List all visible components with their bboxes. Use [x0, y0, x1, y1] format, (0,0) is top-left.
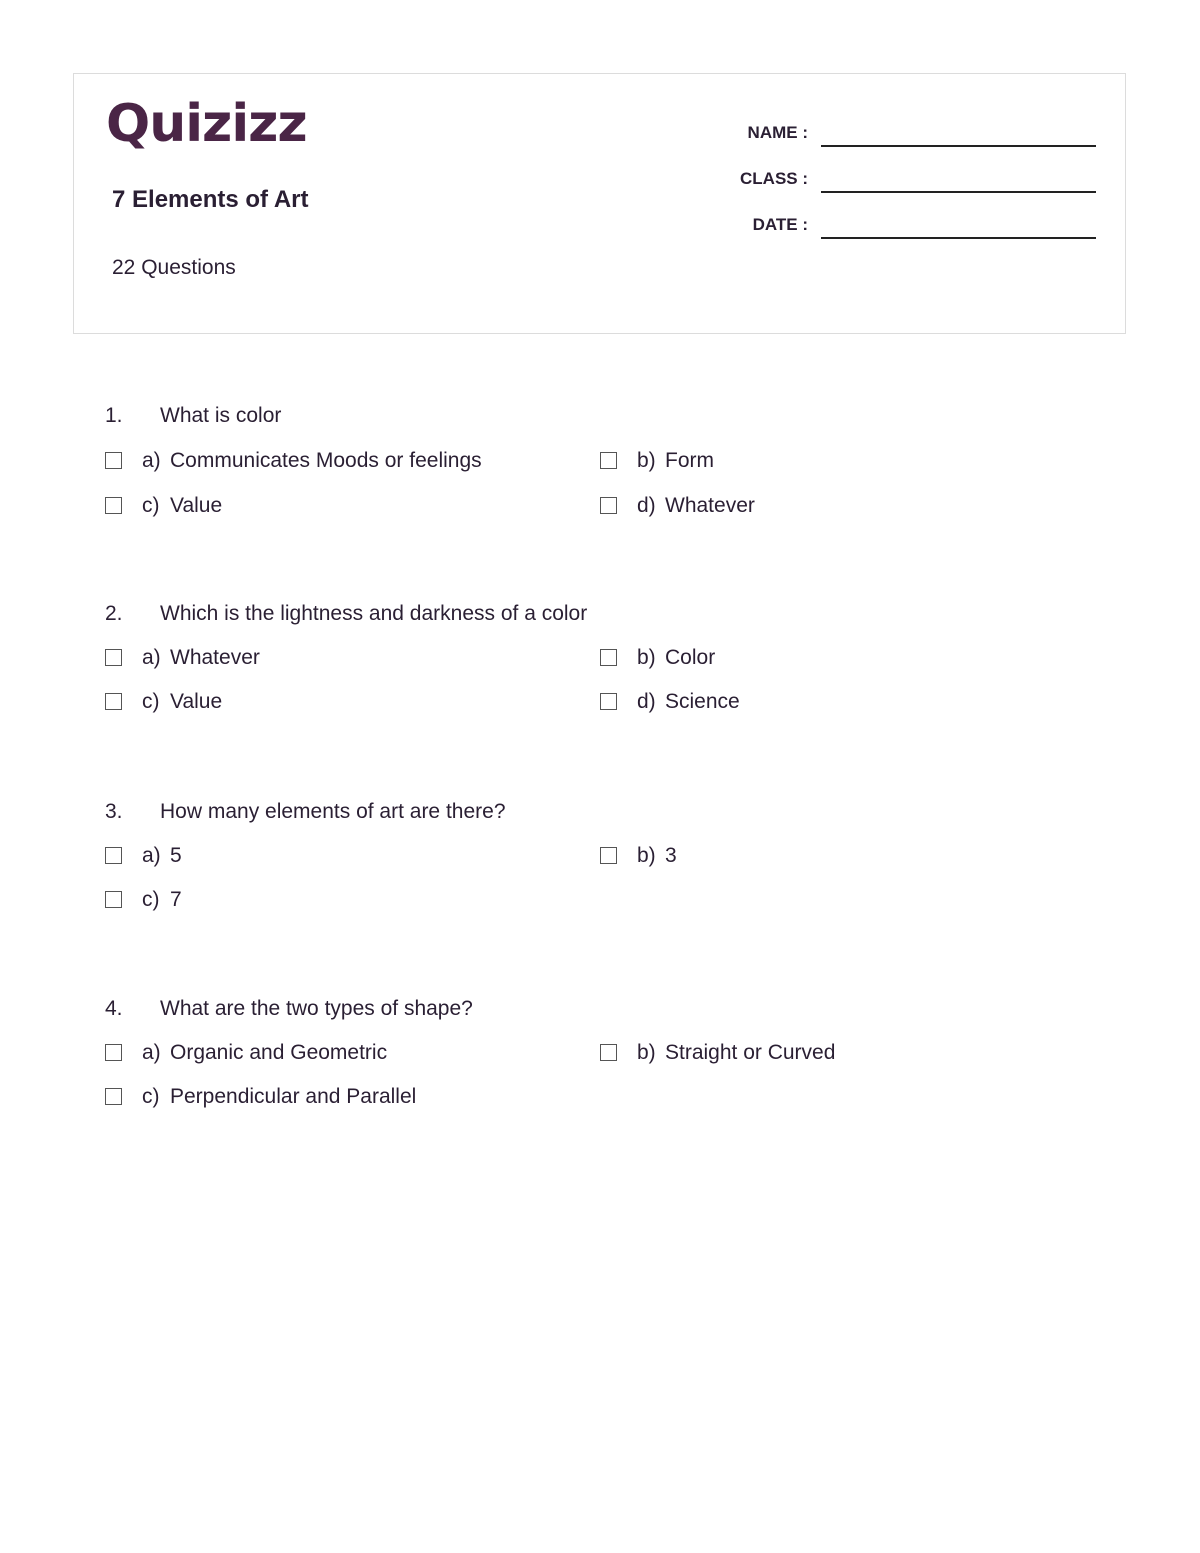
option-text: Value [170, 690, 223, 713]
checkbox-icon[interactable] [600, 693, 617, 710]
option-text: 5 [170, 844, 182, 867]
checkbox-icon[interactable] [105, 847, 122, 864]
option-text: 3 [665, 844, 677, 867]
option-letter: a) [142, 844, 161, 867]
option-letter: c) [142, 888, 160, 911]
checkbox-icon[interactable] [600, 497, 617, 514]
class-line[interactable] [821, 191, 1096, 193]
option-text: Whatever [665, 494, 755, 517]
question-text: What are the two types of shape? [160, 997, 473, 1020]
checkbox-icon[interactable] [105, 649, 122, 666]
question-text: Which is the lightness and darkness of a color [160, 602, 588, 625]
question-count: 22 Questions [112, 256, 236, 279]
question-number: 4. [105, 997, 123, 1020]
option-text: Color [665, 646, 716, 669]
checkbox-icon[interactable] [105, 693, 122, 710]
name-label: NAME : [747, 123, 808, 142]
option-text: Science [665, 690, 740, 713]
checkbox-icon[interactable] [600, 649, 617, 666]
date-line[interactable] [821, 237, 1096, 239]
option-letter: a) [142, 1041, 161, 1064]
option-letter: b) [637, 449, 656, 472]
question-number: 2. [105, 602, 123, 625]
quizizz-logo: Quizizz [106, 94, 307, 154]
checkbox-icon[interactable] [600, 1044, 617, 1061]
question-text: What is color [160, 404, 282, 427]
option-letter: c) [142, 494, 160, 517]
class-field[interactable] [700, 169, 1096, 199]
checkbox-icon[interactable] [600, 847, 617, 864]
question-text: How many elements of art are there? [160, 800, 506, 823]
date-label: DATE : [752, 215, 808, 234]
date-field[interactable] [700, 215, 1096, 245]
class-label: CLASS : [740, 169, 808, 188]
name-line[interactable] [821, 145, 1096, 147]
option-text: 7 [170, 888, 182, 911]
worksheet-title: 7 Elements of Art [112, 186, 309, 213]
option-letter: c) [142, 1085, 160, 1108]
option-letter: d) [637, 494, 656, 517]
option-letter: d) [637, 690, 656, 713]
option-letter: a) [142, 449, 161, 472]
checkbox-icon[interactable] [105, 1044, 122, 1061]
question-number: 3. [105, 800, 123, 823]
option-text: Form [665, 449, 714, 472]
option-text: Value [170, 494, 223, 517]
option-letter: b) [637, 646, 656, 669]
checkbox-icon[interactable] [105, 497, 122, 514]
option-text: Straight or Curved [665, 1041, 836, 1064]
option-text: Whatever [170, 646, 260, 669]
option-letter: c) [142, 690, 160, 713]
question-number: 1. [105, 404, 123, 427]
name-field[interactable] [700, 123, 1096, 153]
checkbox-icon[interactable] [105, 452, 122, 469]
checkbox-icon[interactable] [105, 1088, 122, 1105]
option-text: Organic and Geometric [170, 1041, 388, 1064]
checkbox-icon[interactable] [600, 452, 617, 469]
option-text: Perpendicular and Parallel [170, 1085, 417, 1108]
checkbox-icon[interactable] [105, 891, 122, 908]
option-letter: b) [637, 1041, 656, 1064]
option-letter: b) [637, 844, 656, 867]
option-text: Communicates Moods or feelings [170, 449, 482, 472]
option-letter: a) [142, 646, 161, 669]
